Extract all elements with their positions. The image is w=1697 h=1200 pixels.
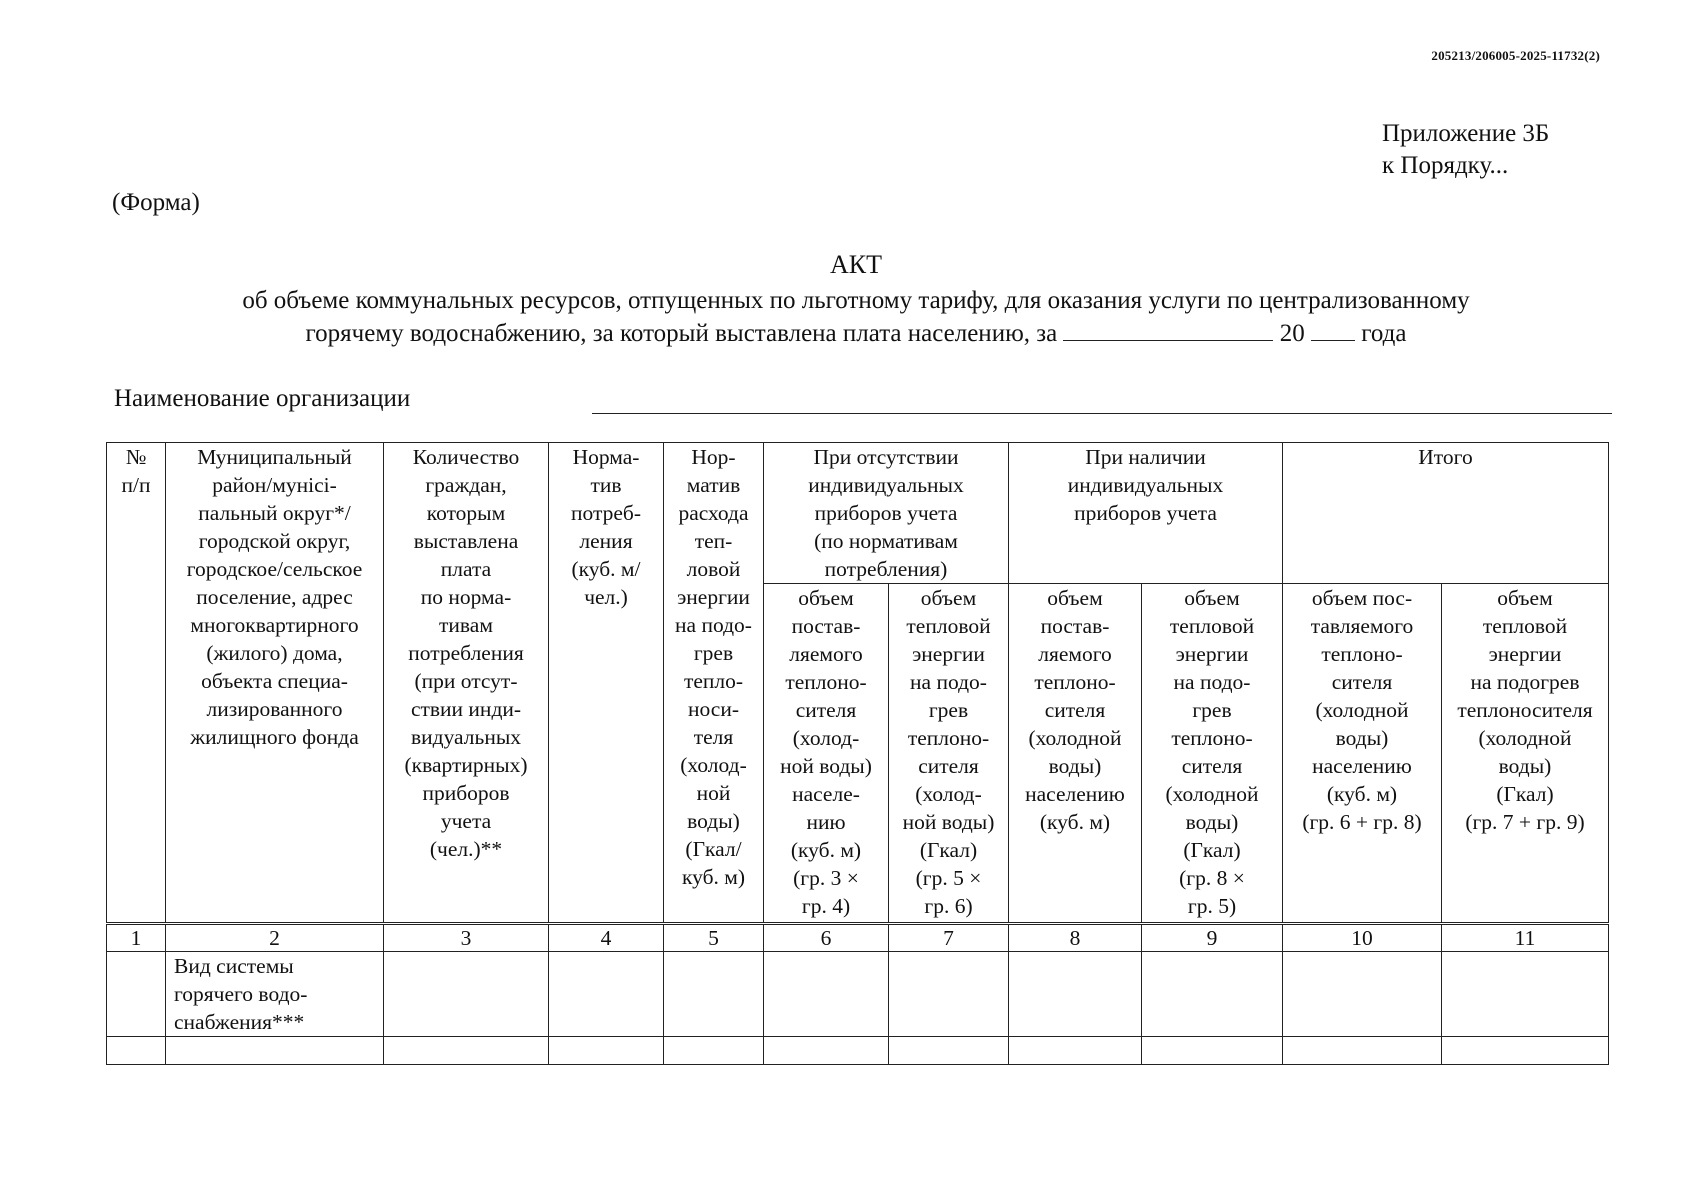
cell-text-line: на подо- bbox=[675, 613, 752, 637]
column-number: 6 bbox=[764, 924, 889, 952]
cell-text-line: (гр. 3 × bbox=[793, 866, 859, 890]
cell-text-line: теплоно- bbox=[907, 726, 990, 750]
cell-text-line: сителя bbox=[1044, 698, 1106, 722]
cell-text-line: (куб. м) bbox=[1326, 782, 1398, 806]
cell-text-line: тив bbox=[590, 473, 622, 497]
table-cell[interactable] bbox=[549, 952, 664, 1037]
cell-text-line: грев bbox=[1192, 698, 1232, 722]
cell-text-line: на подо- bbox=[910, 670, 987, 694]
cell-text-line: объем bbox=[920, 586, 977, 610]
table-cell[interactable] bbox=[889, 1037, 1009, 1065]
cell-text-line: потребления bbox=[408, 641, 524, 665]
cell-text-line: объем пос- bbox=[1311, 586, 1413, 610]
cell-text-line: плата bbox=[440, 557, 492, 581]
cell-text-line: объем bbox=[798, 586, 854, 610]
column-number: 9 bbox=[1142, 924, 1283, 952]
cell-text-line: сителя bbox=[1181, 754, 1243, 778]
column-number: 7 bbox=[889, 924, 1009, 952]
cell-text-line: тивам bbox=[439, 613, 493, 637]
organization-label: Наименование организации bbox=[114, 385, 411, 412]
cell-text-line: Норма- bbox=[572, 445, 640, 469]
cell-text-line: ловой bbox=[686, 557, 741, 581]
cell-text-line: энергии bbox=[1175, 642, 1249, 666]
column-number: 3 bbox=[384, 924, 549, 952]
table-cell[interactable] bbox=[384, 952, 549, 1037]
cell-text-line: многоквартирного bbox=[190, 613, 359, 637]
cell-text-line: гр. 4) bbox=[801, 894, 851, 918]
cell-text-line: приборов учета bbox=[814, 501, 958, 525]
cell-text-line: (холод- bbox=[680, 753, 747, 777]
cell-text-line: чел.) bbox=[584, 585, 628, 609]
cell-text-line: воды) bbox=[1185, 810, 1239, 834]
cell-text-line: тавляемого bbox=[1310, 614, 1414, 638]
cell-text-line: (Гкал) bbox=[1496, 782, 1554, 806]
table-cell[interactable] bbox=[107, 1037, 166, 1065]
cell-text-line: грев bbox=[928, 698, 969, 722]
cell-text-line: теплоносителя bbox=[1457, 698, 1593, 722]
column-number: 8 bbox=[1009, 924, 1142, 952]
cell-text-line: гр. 5) bbox=[1187, 894, 1237, 918]
cell-text-line: на подогрев bbox=[1470, 670, 1580, 694]
cell-text-line: теп- bbox=[694, 529, 733, 553]
cell-text-line: теля bbox=[693, 725, 734, 749]
table-cell[interactable] bbox=[1142, 1037, 1283, 1065]
cell-text-line: (холодной bbox=[1315, 698, 1409, 722]
year-prefix: 20 bbox=[1279, 320, 1305, 347]
header-col-3 bbox=[384, 443, 549, 924]
table-cell[interactable] bbox=[384, 1037, 549, 1065]
cell-text-line: постав- bbox=[1040, 614, 1110, 638]
cell-text-line: городское/сельское bbox=[186, 557, 363, 581]
table-cell[interactable] bbox=[107, 952, 166, 1037]
cell-text-line: Нор- bbox=[691, 445, 736, 469]
header-group-total bbox=[1283, 443, 1609, 584]
cell-text-line: сителя bbox=[795, 698, 857, 722]
table-cell[interactable] bbox=[764, 1037, 889, 1065]
cell-text-line: (гр. 8 × bbox=[1179, 866, 1245, 890]
cell-text-line: (гр. 6 + гр. 8) bbox=[1302, 810, 1422, 834]
cell-text-line: индивидуальных bbox=[1067, 473, 1224, 497]
cell-text-line: по норма- bbox=[420, 585, 512, 609]
cell-text-line: (холод- bbox=[915, 782, 982, 806]
table-row bbox=[107, 1037, 1609, 1065]
subtitle-line-1: об объеме коммунальных ресурсов, отпущенных по льготному тарифу, для оказания услуги по централизованному bbox=[242, 287, 1470, 314]
cell-text-line: сителя bbox=[918, 754, 979, 778]
cell-text-line: энергии bbox=[677, 585, 750, 609]
cell-text-line: грев bbox=[693, 641, 734, 665]
period-blank[interactable] bbox=[1063, 322, 1273, 341]
cell-text-line: воды) bbox=[687, 809, 740, 833]
cell-text-line: (холодной bbox=[1478, 726, 1572, 750]
cell-text-line: (Гкал) bbox=[1183, 838, 1241, 862]
table-cell[interactable] bbox=[1442, 952, 1609, 1037]
document-title: АКТ bbox=[830, 250, 882, 279]
cell-text-line: объем bbox=[1184, 586, 1240, 610]
cell-text-line: (Гкал) bbox=[919, 838, 978, 862]
document-id: 205213/206005-2025-11732(2) bbox=[1431, 48, 1600, 63]
system-type-cell[interactable] bbox=[166, 952, 384, 1037]
header-group-no-meters bbox=[764, 443, 1009, 584]
header-col-6 bbox=[764, 584, 889, 924]
cell-text-line: видуальных bbox=[410, 725, 522, 749]
cell-text-line: тепло- bbox=[683, 669, 744, 693]
column-number: 10 bbox=[1283, 924, 1442, 952]
year-suffix: года bbox=[1361, 320, 1407, 347]
cell-text-line: постав- bbox=[791, 614, 861, 638]
table-cell[interactable] bbox=[1009, 1037, 1142, 1065]
cell-text-line: (гр. 5 × bbox=[915, 866, 982, 890]
cell-text-line: приборов bbox=[422, 781, 510, 805]
cell-text-line: (Гкал/ bbox=[685, 837, 742, 861]
cell-text-line: сителя bbox=[1331, 670, 1393, 694]
column-number: 4 bbox=[549, 924, 664, 952]
cell-text-line: городской округ, bbox=[198, 529, 351, 553]
cell-text-line: гр. 6) bbox=[924, 894, 973, 918]
column-number: 1 bbox=[107, 924, 166, 952]
cell-text-line: ляемого bbox=[1038, 642, 1112, 666]
cell-text-line: потреб- bbox=[570, 501, 642, 525]
cell-text-line: (квартирных) bbox=[404, 753, 528, 777]
cell-text-line: которым bbox=[426, 501, 506, 525]
header-col-4 bbox=[549, 443, 664, 924]
cell-text-line: граждан, bbox=[425, 473, 507, 497]
cell-text-line: теплоно- bbox=[785, 670, 867, 694]
cell-text-line: тепловой bbox=[1482, 614, 1568, 638]
cell-text-line: населению bbox=[1312, 754, 1412, 778]
cell-text-line: жилищного фонда bbox=[190, 725, 359, 749]
table-cell[interactable] bbox=[664, 952, 764, 1037]
cell-text-line: объем bbox=[1497, 586, 1553, 610]
cell-text-line: объем bbox=[1047, 586, 1103, 610]
cell-text-line: воды) bbox=[1335, 726, 1389, 750]
cell-text-line: № bbox=[125, 445, 147, 469]
cell-text-line: (при отсут- bbox=[414, 669, 518, 693]
appendix-reference bbox=[1382, 118, 1549, 182]
cell-text-line: Итого bbox=[1418, 445, 1473, 469]
cell-text-line: (куб. м) bbox=[1039, 810, 1111, 834]
cell-text-line: п/п bbox=[121, 473, 151, 497]
report-table bbox=[106, 442, 1609, 1065]
cell-text-line: район/мунici- bbox=[212, 473, 337, 497]
cell-text-line: (гр. 7 + гр. 9) bbox=[1465, 810, 1585, 834]
cell-text-line: (куб. м) bbox=[790, 838, 862, 862]
cell-text-line: нию bbox=[806, 810, 846, 834]
cell-text-line: ной воды) bbox=[902, 810, 995, 834]
cell-text-line: теплоно- bbox=[1321, 642, 1403, 666]
cell-text-line: носи- bbox=[688, 697, 739, 721]
header-col-11 bbox=[1442, 584, 1609, 924]
cell-text-line: населению bbox=[1025, 782, 1125, 806]
column-number: 2 bbox=[166, 924, 384, 952]
cell-text-line: Количество bbox=[412, 445, 520, 469]
cell-text-line: расхода bbox=[678, 501, 749, 525]
appendix-line-2: к Порядку... bbox=[1382, 152, 1509, 179]
subtitle-line-2 bbox=[0, 317, 1697, 350]
header-col-9 bbox=[1142, 584, 1283, 924]
form-label: (Форма) bbox=[112, 189, 200, 216]
column-number: 11 bbox=[1442, 924, 1609, 952]
cell-text-line: При наличии bbox=[1085, 445, 1206, 469]
cell-text-line: лизированного bbox=[206, 697, 343, 721]
cell-text-line: пальный округ*/ bbox=[198, 501, 351, 525]
cell-text-line: населе- bbox=[792, 782, 860, 806]
cell-text-line: приборов учета bbox=[1074, 501, 1217, 525]
document-subtitle bbox=[0, 284, 1697, 350]
table-cell[interactable] bbox=[1283, 1037, 1442, 1065]
cell-text-line: (холодной bbox=[1028, 726, 1122, 750]
cell-text-line: ной воды) bbox=[780, 754, 872, 778]
organization-name-field[interactable] bbox=[592, 413, 1612, 414]
table-cell[interactable] bbox=[549, 1037, 664, 1065]
cell-text-line: поселение, адрес bbox=[196, 585, 353, 609]
cell-text-line: (чел.)** bbox=[429, 837, 503, 861]
cell-text-line: (жилого) дома, bbox=[206, 641, 343, 665]
header-col-5 bbox=[664, 443, 764, 924]
cell-text-line: учета bbox=[440, 809, 492, 833]
subtitle-line-2-text: горячему водоснабжению, за который выставлена плата населению, за bbox=[305, 320, 1058, 347]
cell-text-line: Муниципальный bbox=[197, 445, 352, 469]
cell-text-line: (холодной bbox=[1165, 782, 1259, 806]
cell-text-line: При отсутствии bbox=[813, 445, 959, 469]
cell-text-line: (куб. м/ bbox=[571, 557, 641, 581]
cell-text-line: (по нормативам bbox=[814, 529, 958, 553]
cell-text-line: энергии bbox=[912, 642, 985, 666]
cell-text-line: потребления) bbox=[824, 557, 948, 581]
header-col-7 bbox=[889, 584, 1009, 924]
cell-text-line: выставлена bbox=[413, 529, 519, 553]
table-cell[interactable] bbox=[1442, 1037, 1609, 1065]
cell-text-line: теплоно- bbox=[1171, 726, 1253, 750]
header-col-2 bbox=[166, 443, 384, 924]
cell-text-line: индивидуальных bbox=[808, 473, 964, 497]
table-cell[interactable] bbox=[1283, 952, 1442, 1037]
header-col-10 bbox=[1283, 584, 1442, 924]
cell-text-line: тепловой bbox=[906, 614, 991, 638]
cell-text-line: ляемого bbox=[789, 642, 863, 666]
cell-text-line: на подо- bbox=[1173, 670, 1251, 694]
table-cell[interactable] bbox=[1142, 952, 1283, 1037]
cell-text-line: тепловой bbox=[1169, 614, 1255, 638]
table-cell[interactable] bbox=[889, 952, 1009, 1037]
cell-text-line: горячего водо- bbox=[174, 982, 308, 1006]
cell-text-line: снабжения*** bbox=[174, 1010, 305, 1034]
cell-text-line: ствии инди- bbox=[410, 697, 522, 721]
header-col-1 bbox=[107, 443, 166, 924]
table-row bbox=[107, 952, 1609, 1037]
header-group-with-meters bbox=[1009, 443, 1283, 584]
cell-text-line: куб. м) bbox=[681, 865, 746, 889]
cell-text-line: (холод- bbox=[792, 726, 860, 750]
table-cell[interactable] bbox=[166, 1037, 384, 1065]
cell-text-line: воды) bbox=[1498, 754, 1552, 778]
cell-text-line: объекта специа- bbox=[201, 669, 348, 693]
table-cell[interactable] bbox=[764, 952, 889, 1037]
cell-text-line: ной bbox=[696, 781, 731, 805]
header-col-8 bbox=[1009, 584, 1142, 924]
cell-text-line: энергии bbox=[1488, 642, 1562, 666]
column-number: 5 bbox=[664, 924, 764, 952]
cell-text-line: Вид системы bbox=[174, 954, 294, 978]
appendix-line-1: Приложение 3Б bbox=[1382, 120, 1550, 147]
column-number-row bbox=[107, 924, 1609, 952]
cell-text-line: ления bbox=[579, 529, 633, 553]
cell-text-line: теплоно- bbox=[1034, 670, 1116, 694]
cell-text-line: матив bbox=[686, 473, 741, 497]
year-blank[interactable] bbox=[1311, 322, 1355, 341]
cell-text-line: воды) bbox=[1048, 754, 1102, 778]
table-cell[interactable] bbox=[664, 1037, 764, 1065]
table-cell[interactable] bbox=[1009, 952, 1142, 1037]
